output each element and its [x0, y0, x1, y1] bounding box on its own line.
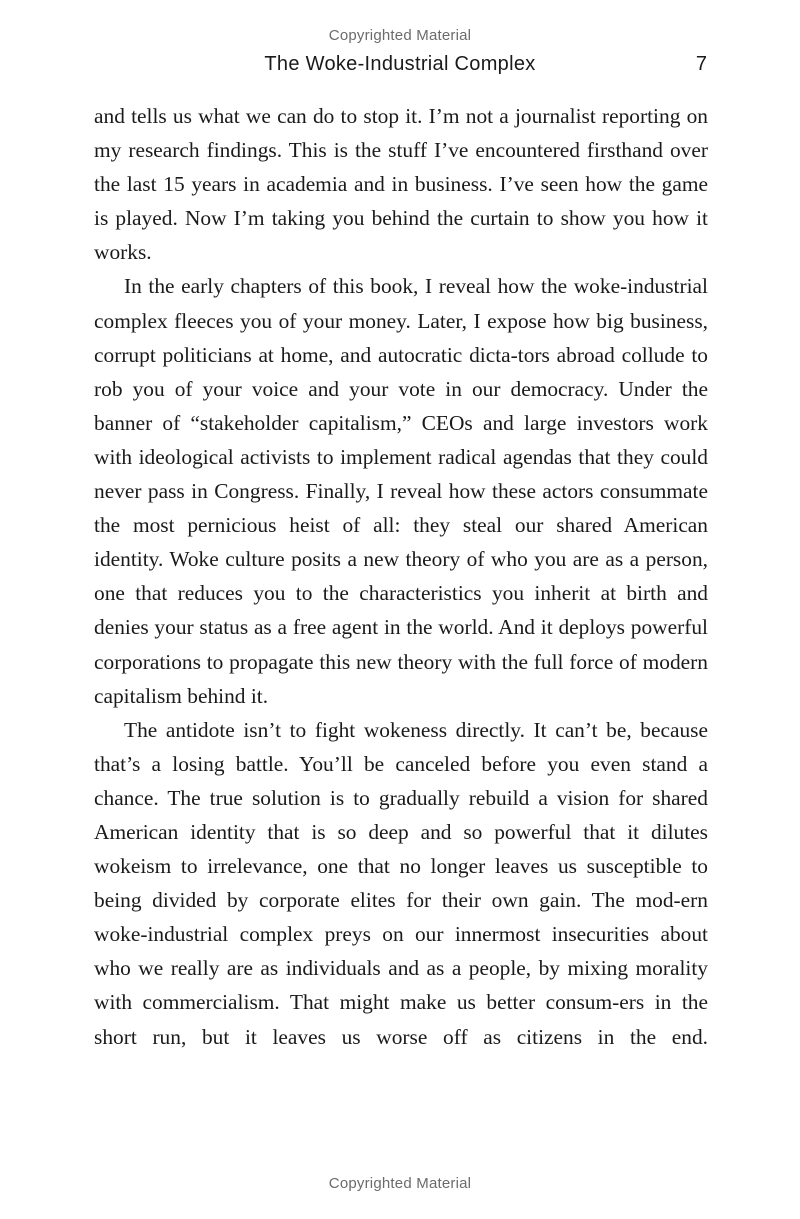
paragraph-antidote: The antidote isn’t to fight wokeness directly. It can’t be, because that’s a losing battle. You’ll be canceled before you even stand a chance. The true solution is to gradually rebuild a vision for shared American identity that is so deep and so powerful that it dilutes wokeism to irrelevance, one that no longer leaves us susceptible to being divided by corporate elites for their own gain. The mod-ern woke-industrial complex preys on our innermost insecurities about who we really are as individuals and as a people, by mixing morality with commercialism. That might make us better consum-ers in the short run, but it leaves us worse off as citizens in the end. [94, 717, 708, 1049]
running-head [0, 53, 800, 81]
body-text [94, 99, 708, 1054]
copyright-watermark-bottom: Copyrighted Material [328, 1175, 472, 1192]
running-title: The Woke-Industrial Complex [264, 53, 536, 75]
page-number: 7 [695, 53, 707, 75]
paragraph-early-chapters: In the early chapters of this book, I reveal how the woke-industrial complex fleeces you of your money. Later, I expose how big business, corrupt politicians at home, and autocratic dicta-tors abroad collude to rob you of your voice and your vote in our democracy. Under the banner of “stakeholder capitalism,” CEOs and large investors work with ideological activists to implement radical agendas that they could never pass in Congress. Finally, I reveal how these actors consummate the most pernicious heist of all: they steal our shared American identity. Woke culture posits a new theory of who you are as a person, one that reduces you to the characteristics you inherit at birth and denies your status as a free agent in the world. And it deploys powerful corporations to propagate this new theory with the full force of modern capitalism behind it. [94, 274, 708, 708]
copyright-watermark-top: Copyrighted Material [328, 27, 472, 44]
paragraph-continued: and tells us what we can do to stop it. I’m not a journalist reporting on my research findings. This is the stuff I’ve encountered firsthand over the last 15 years in academia and in business. I’ve seen how the game is played. Now I’m taking you behind the curtain to show you how it works. [94, 104, 708, 265]
